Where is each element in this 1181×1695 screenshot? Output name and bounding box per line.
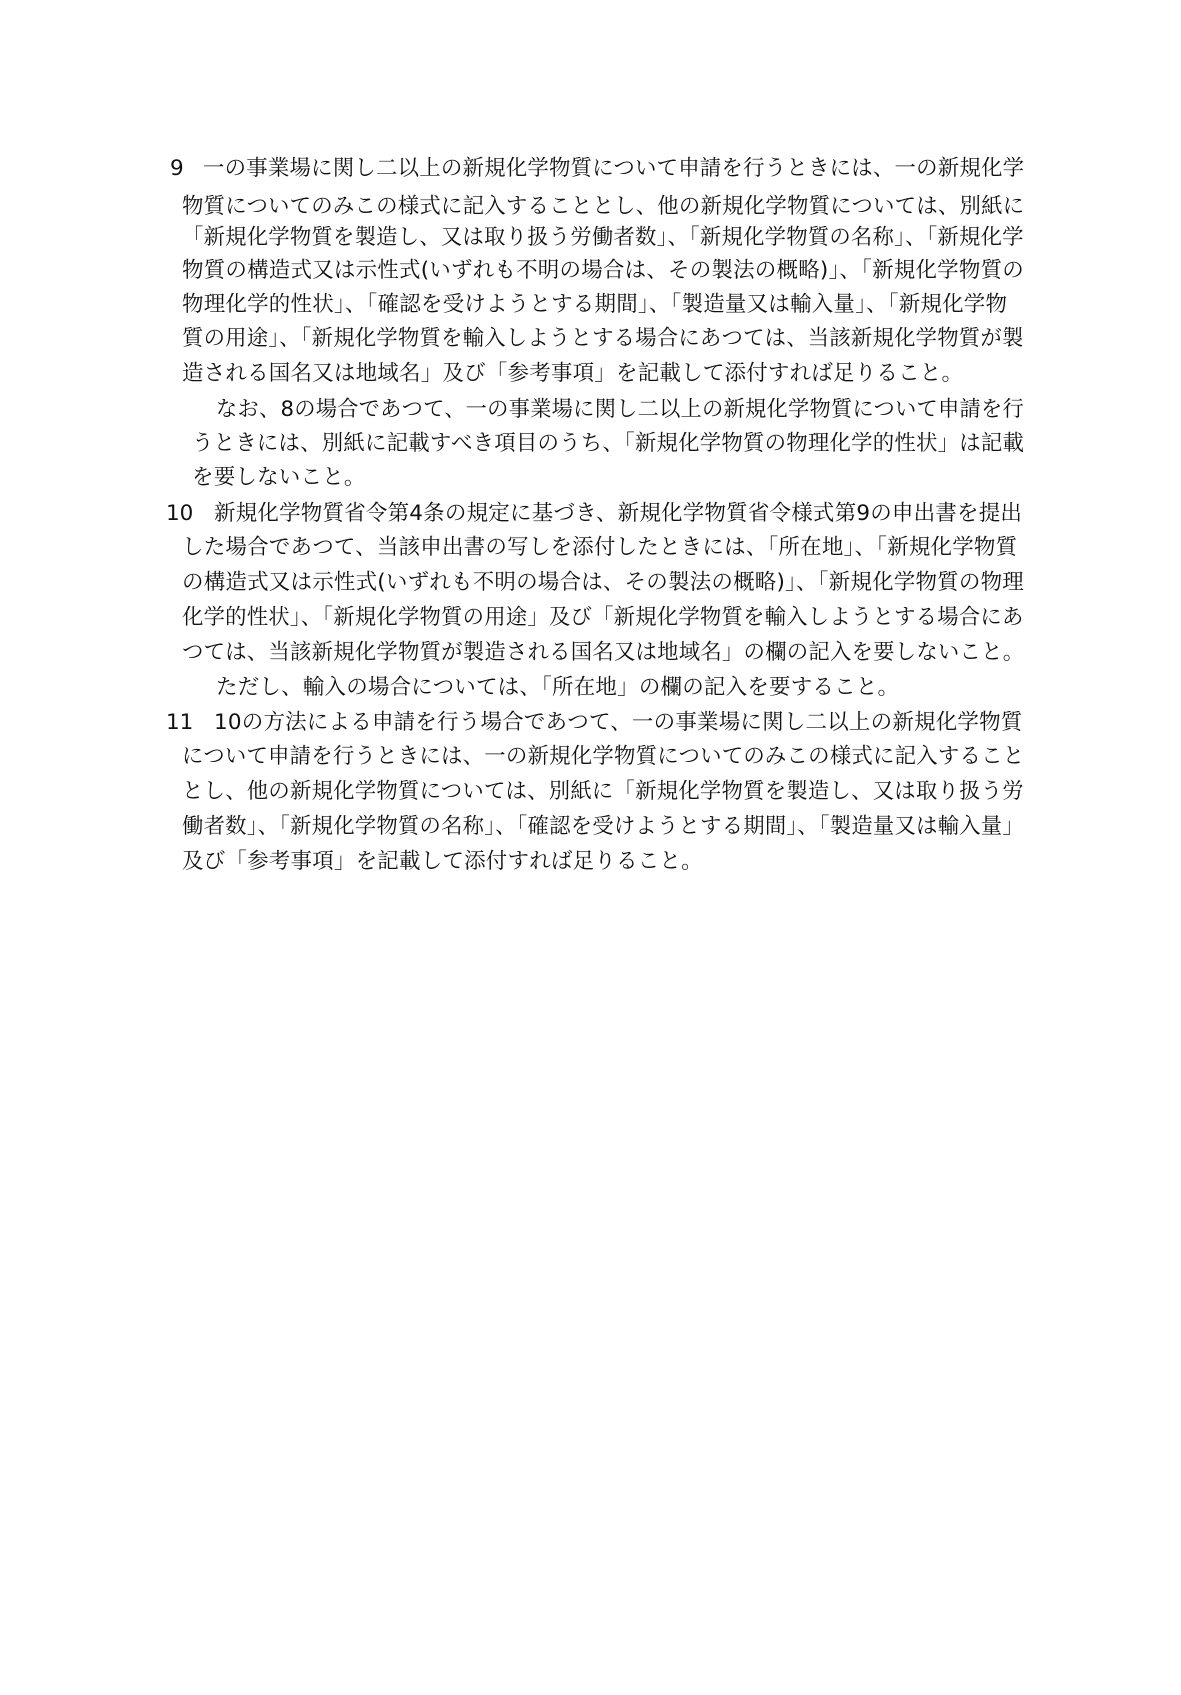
- text-line: 化学的性状」、「新規化学物質の用途」及び「新規化学物質を輸入しようとする場合にあ: [182, 605, 1024, 630]
- text-line: 働者数」、「新規化学物質の名称」、「確認を受けようとする期間」、「製造量又は輸入量」: [182, 814, 1024, 839]
- text-line: 10の方法による申請を行う場合であつて、一の事業場に関し二以上の新規化学物質: [214, 710, 1023, 735]
- text-line: について申請を行うときには、一の新規化学物質についてのみこの様式に記入すること: [182, 744, 1025, 769]
- item-number: 9: [170, 156, 184, 181]
- text-line: つては、当該新規化学物質が製造される国名又は地域名」の欄の記入を要しないこと。: [182, 640, 1025, 665]
- text-line: 及び「参考事項」を記載して添付すれば足りること。: [182, 849, 703, 874]
- text-line: 「新規化学物質を製造し、又は取り扱う労働者数」、「新規化学物質の名称」、「新規化学: [182, 225, 1024, 250]
- text-line: 一の事業場に関し二以上の新規化学物質について申請を行うときには、一の新規化学: [203, 156, 1025, 181]
- text-line: 新規化学物質省令第4条の規定に基づき、新規化学物質省令様式第9の申出書を提出: [214, 501, 1023, 526]
- text-line: 造される国名又は地域名」及び「参考事項」を記載して添付すれば足りること。: [182, 361, 964, 386]
- text-line: 物質についてのみこの様式に記入することとし、他の新規化学物質については、別紙に: [182, 194, 1025, 219]
- note-line: ただし、輸入の場合については、「所在地」の欄の記入を要すること。: [216, 675, 900, 700]
- text-line: の構造式又は示性式(いずれも不明の場合は、その製法の概略)」、「新規化学物質の物理: [182, 570, 1024, 595]
- text-line: 物理化学的性状」、「確認を受けようとする期間」、「製造量又は輸入量」、「新規化学物: [182, 292, 1008, 317]
- item-number: 10: [166, 501, 194, 526]
- text-line: 物質の構造式又は示性式(いずれも不明の場合は、その製法の概略)」、「新規化学物質の: [182, 258, 1024, 283]
- item-number: 11: [166, 710, 194, 735]
- text-line: とし、他の新規化学物質については、別紙に「新規化学物質を製造し、又は取り扱う労: [182, 779, 1024, 804]
- note-line: うときには、別紙に記載すべき項目のうち、「新規化学物質の物理化学的性状」は記載: [192, 431, 1025, 456]
- note-line: なお、8の場合であつて、一の事業場に関し二以上の新規化学物質について申請を行: [216, 397, 1024, 422]
- note-line: を要しないこと。: [192, 465, 366, 490]
- text-line: した場合であつて、当該申出書の写しを添付したときには、「所在地」、「新規化学物質: [182, 535, 1018, 560]
- text-line: 質の用途」、「新規化学物質を輸入しようとする場合にあつては、当該新規化学物質が製: [182, 326, 1024, 351]
